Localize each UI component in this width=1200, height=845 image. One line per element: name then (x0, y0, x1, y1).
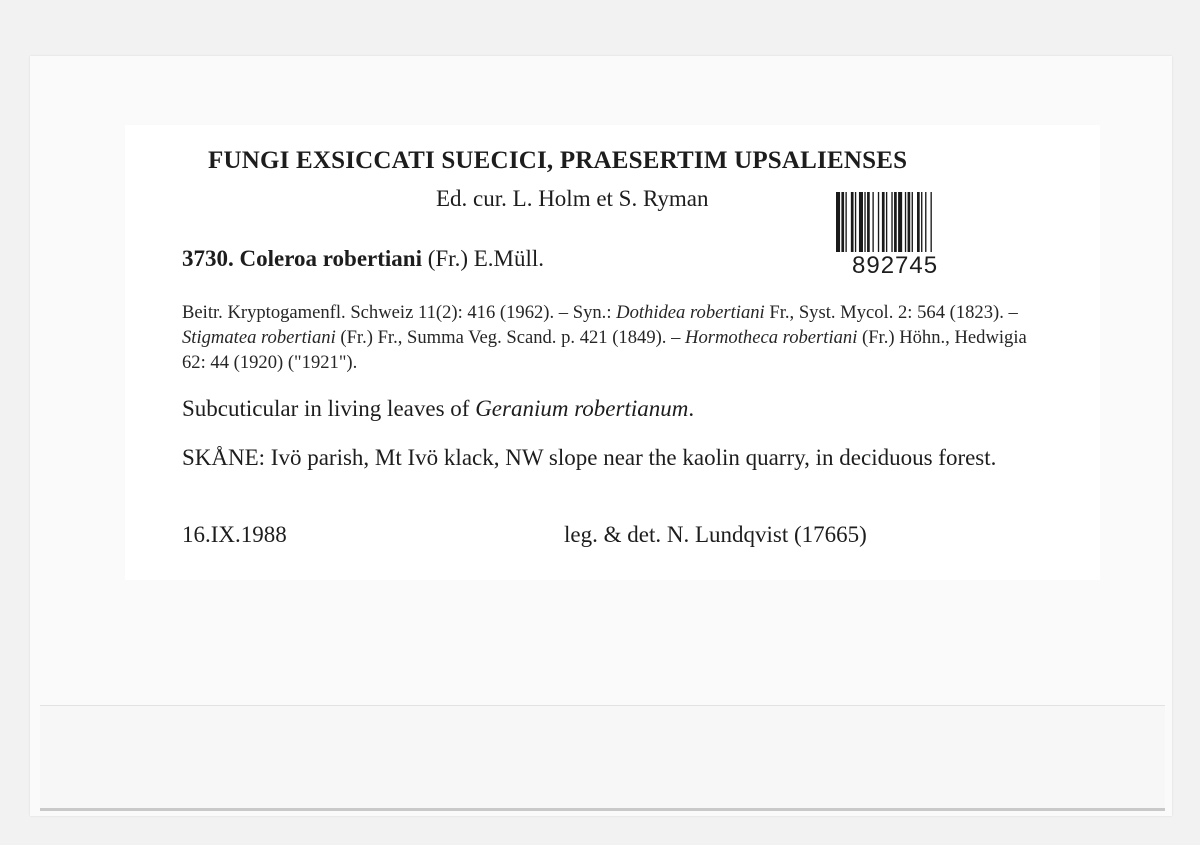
reference-text: Fr., Syst. Mycol. 2: 564 (1823). – (764, 302, 1018, 323)
species-name: 3730. Coleroa robertiani (182, 246, 422, 271)
nomenclature-references (182, 300, 1052, 375)
barcode-bar (898, 192, 902, 252)
reference-text: (Fr.) Höhn., Hedwigia 62: 44 (1920) ("1921"). (182, 327, 1027, 373)
barcode-bar (855, 192, 856, 252)
host-plant: Geranium robertianum (475, 396, 689, 421)
editors-line: Ed. cur. L. Holm et S. Ryman (436, 186, 709, 211)
barcode-bar (864, 192, 865, 252)
species-name-line (182, 246, 544, 272)
barcode-bar (867, 192, 870, 252)
barcode-bar (894, 192, 897, 252)
barcode-bar (905, 192, 906, 252)
barcode-bar (908, 192, 911, 252)
barcode-bar (836, 192, 840, 252)
packet-flap (40, 705, 1165, 811)
synonym-name: Dothidea robertiani (616, 302, 765, 323)
reference-text: (Fr.) Fr., Summa Veg. Scand. p. 421 (1849). – (335, 327, 686, 348)
species-authority: (Fr.) E.Müll. (427, 246, 545, 271)
barcode-bar (859, 192, 863, 252)
barcode-number: 892745 (852, 252, 939, 279)
reference-text: Beitr. Kryptogamenfl. Schweiz 11(2): 416 (1962). – Syn.: (182, 302, 617, 323)
barcode-bar (845, 192, 846, 252)
barcode-bar (921, 192, 922, 252)
barcode-bar (886, 192, 887, 252)
barcode-bar (851, 192, 854, 252)
barcode-bar (891, 192, 892, 252)
barcode-bar (925, 192, 926, 252)
barcode-bar (912, 192, 913, 252)
synonym-name: Hormotheca robertiani (685, 327, 858, 348)
series-title: FUNGI EXSICCATI SUECICI, PRAESERTIM UPSALIENSES (208, 147, 908, 174)
barcode-bar (841, 192, 844, 252)
barcode (834, 192, 979, 282)
synonym-name: Stigmatea robertiani (182, 327, 336, 348)
substrate-line (182, 396, 694, 422)
barcode-bar (878, 192, 879, 252)
locality-description: SKÅNE: Ivö parish, Mt Ivö klack, NW slope near the kaolin quarry, in deciduous forest. (182, 445, 997, 470)
substrate-text: Subcuticular in living leaves of (182, 396, 476, 421)
barcode-bars (834, 192, 979, 252)
barcode-bar (917, 192, 920, 252)
barcode-bar (882, 192, 885, 252)
collector-line: leg. & det. N. Lundqvist (17665) (564, 522, 867, 547)
barcode-bar (931, 192, 932, 252)
collection-date: 16.IX.1988 (182, 522, 287, 547)
substrate-end: . (688, 396, 695, 421)
barcode-bar (872, 192, 873, 252)
